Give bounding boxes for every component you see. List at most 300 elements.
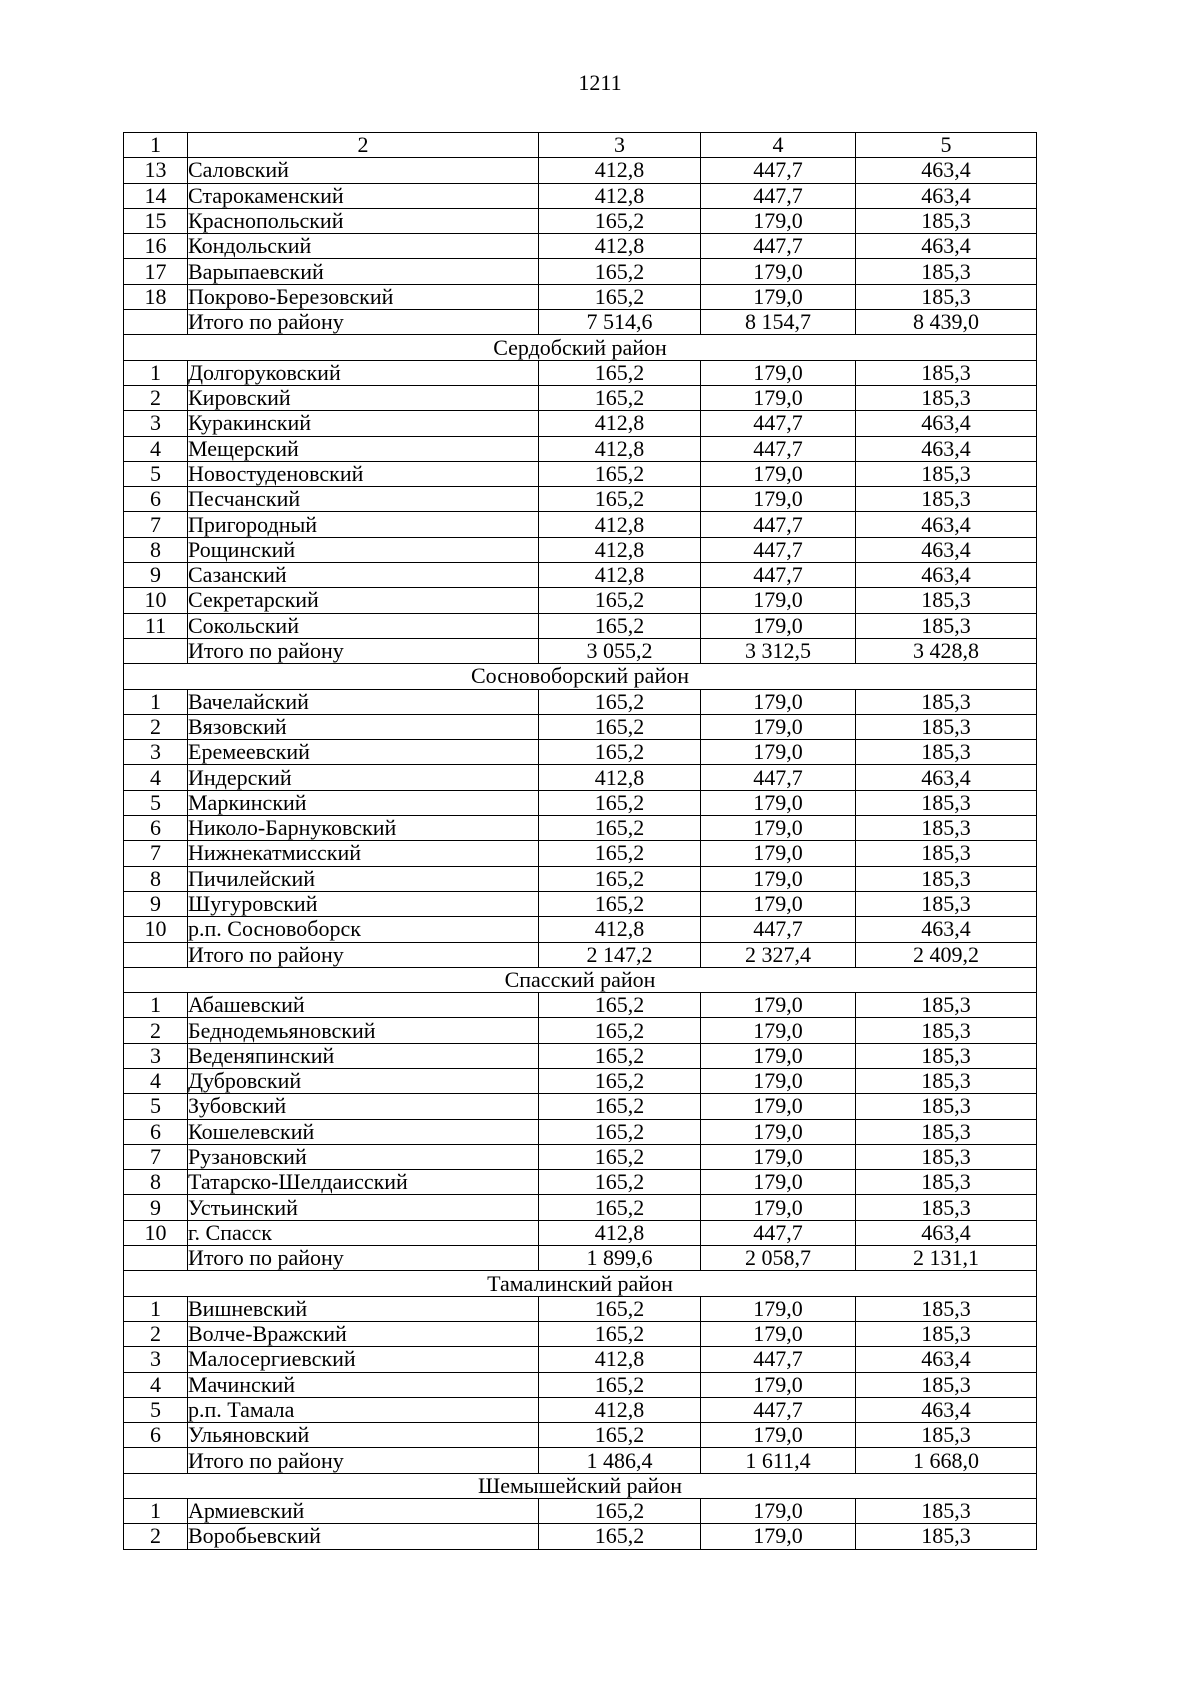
settlement-name: Беднодемьяновский xyxy=(188,1018,539,1043)
value-col-5: 185,3 xyxy=(856,891,1037,916)
value-col-3: 165,2 xyxy=(539,1296,701,1321)
settlement-name: Вишневский xyxy=(188,1296,539,1321)
value-col-5: 185,3 xyxy=(856,1499,1037,1524)
value-col-4: 179,0 xyxy=(701,613,856,638)
settlement-name: Нижнекатмисский xyxy=(188,841,539,866)
value-col-3: 412,8 xyxy=(539,512,701,537)
total-row xyxy=(124,1246,1037,1271)
value-col-3: 165,2 xyxy=(539,1372,701,1397)
section-row xyxy=(124,1271,1037,1296)
value-col-5: 185,3 xyxy=(856,385,1037,410)
value-col-3: 165,2 xyxy=(539,1321,701,1346)
settlement-name: Итого по району xyxy=(188,1448,539,1473)
value-col-5: 185,3 xyxy=(856,208,1037,233)
table-row xyxy=(124,259,1037,284)
header-col-3: 3 xyxy=(539,133,701,158)
row-number: 4 xyxy=(124,1068,188,1093)
row-number: 9 xyxy=(124,563,188,588)
value-col-5: 185,3 xyxy=(856,259,1037,284)
row-number: 2 xyxy=(124,385,188,410)
table-row xyxy=(124,866,1037,891)
table-row xyxy=(124,1347,1037,1372)
table-row xyxy=(124,537,1037,562)
table-row xyxy=(124,714,1037,739)
value-col-4: 179,0 xyxy=(701,284,856,309)
value-col-5: 185,3 xyxy=(856,714,1037,739)
value-col-3: 412,8 xyxy=(539,563,701,588)
value-col-4: 179,0 xyxy=(701,1144,856,1169)
row-number: 8 xyxy=(124,1170,188,1195)
settlement-name: Еремеевский xyxy=(188,740,539,765)
settlement-name: Вязовский xyxy=(188,714,539,739)
table-row xyxy=(124,487,1037,512)
table-row xyxy=(124,1119,1037,1144)
value-col-4: 179,0 xyxy=(701,1499,856,1524)
settlement-name: Зубовский xyxy=(188,1094,539,1119)
table-row xyxy=(124,1018,1037,1043)
row-number: 10 xyxy=(124,588,188,613)
value-col-5: 463,4 xyxy=(856,183,1037,208)
value-col-4: 447,7 xyxy=(701,537,856,562)
settlement-name: Индерский xyxy=(188,765,539,790)
value-col-3: 165,2 xyxy=(539,1170,701,1195)
value-col-3: 7 514,6 xyxy=(539,310,701,335)
settlement-name: Варыпаевский xyxy=(188,259,539,284)
value-col-5: 3 428,8 xyxy=(856,638,1037,663)
settlement-name: Малосергиевский xyxy=(188,1347,539,1372)
value-col-5: 463,4 xyxy=(856,512,1037,537)
table-row xyxy=(124,1094,1037,1119)
value-col-5: 185,3 xyxy=(856,1094,1037,1119)
settlement-name: Краснопольский xyxy=(188,208,539,233)
table-row xyxy=(124,1423,1037,1448)
row-number: 8 xyxy=(124,537,188,562)
row-number: 13 xyxy=(124,158,188,183)
value-col-3: 412,8 xyxy=(539,158,701,183)
table-row xyxy=(124,1372,1037,1397)
value-col-3: 412,8 xyxy=(539,183,701,208)
row-number: 14 xyxy=(124,183,188,208)
table-row xyxy=(124,1499,1037,1524)
header-col-4: 4 xyxy=(701,133,856,158)
settlement-name: г. Спасск xyxy=(188,1220,539,1245)
value-col-5: 185,3 xyxy=(856,1018,1037,1043)
value-col-5: 463,4 xyxy=(856,1220,1037,1245)
value-col-4: 179,0 xyxy=(701,360,856,385)
row-number: 11 xyxy=(124,613,188,638)
settlement-name: Кировский xyxy=(188,385,539,410)
row-number xyxy=(124,310,188,335)
value-col-4: 179,0 xyxy=(701,1296,856,1321)
value-col-4: 179,0 xyxy=(701,1372,856,1397)
value-col-4: 447,7 xyxy=(701,1397,856,1422)
table-row xyxy=(124,841,1037,866)
value-col-5: 185,3 xyxy=(856,1321,1037,1346)
value-col-5: 185,3 xyxy=(856,284,1037,309)
value-col-5: 185,3 xyxy=(856,360,1037,385)
settlement-name: Саловский xyxy=(188,158,539,183)
settlement-name: Армиевский xyxy=(188,1499,539,1524)
value-col-3: 2 147,2 xyxy=(539,942,701,967)
row-number: 4 xyxy=(124,765,188,790)
table-row xyxy=(124,563,1037,588)
value-col-4: 447,7 xyxy=(701,1347,856,1372)
value-col-4: 179,0 xyxy=(701,461,856,486)
row-number: 2 xyxy=(124,1018,188,1043)
row-number: 7 xyxy=(124,1144,188,1169)
value-col-4: 2 327,4 xyxy=(701,942,856,967)
value-col-4: 179,0 xyxy=(701,259,856,284)
value-col-5: 185,3 xyxy=(856,1068,1037,1093)
value-col-4: 447,7 xyxy=(701,1220,856,1245)
total-row xyxy=(124,310,1037,335)
value-col-4: 179,0 xyxy=(701,866,856,891)
row-number xyxy=(124,638,188,663)
value-col-5: 463,4 xyxy=(856,234,1037,259)
row-number: 16 xyxy=(124,234,188,259)
value-col-5: 463,4 xyxy=(856,411,1037,436)
settlement-name: р.п. Сосновоборск xyxy=(188,917,539,942)
value-col-3: 165,2 xyxy=(539,461,701,486)
settlement-name: Новостуденовский xyxy=(188,461,539,486)
value-col-4: 447,7 xyxy=(701,436,856,461)
table-row xyxy=(124,1170,1037,1195)
table-row xyxy=(124,765,1037,790)
row-number: 1 xyxy=(124,1499,188,1524)
value-col-3: 165,2 xyxy=(539,740,701,765)
value-col-5: 185,3 xyxy=(856,461,1037,486)
section-title: Шемышейский район xyxy=(124,1473,1037,1498)
value-col-4: 179,0 xyxy=(701,714,856,739)
table-row xyxy=(124,917,1037,942)
value-col-3: 165,2 xyxy=(539,588,701,613)
value-col-3: 165,2 xyxy=(539,1068,701,1093)
value-col-4: 179,0 xyxy=(701,816,856,841)
settlement-name: Пригородный xyxy=(188,512,539,537)
header-col-1: 1 xyxy=(124,133,188,158)
settlement-name: Итого по району xyxy=(188,1246,539,1271)
settlement-name: Устьинский xyxy=(188,1195,539,1220)
value-col-4: 179,0 xyxy=(701,841,856,866)
value-col-4: 447,7 xyxy=(701,563,856,588)
value-col-3: 165,2 xyxy=(539,714,701,739)
settlement-name: Шугуровский xyxy=(188,891,539,916)
value-col-5: 1 668,0 xyxy=(856,1448,1037,1473)
value-col-5: 185,3 xyxy=(856,740,1037,765)
value-col-5: 8 439,0 xyxy=(856,310,1037,335)
value-col-5: 185,3 xyxy=(856,866,1037,891)
value-col-3: 165,2 xyxy=(539,891,701,916)
row-number: 6 xyxy=(124,487,188,512)
value-col-4: 447,7 xyxy=(701,183,856,208)
settlement-name: Вачелайский xyxy=(188,689,539,714)
value-col-4: 447,7 xyxy=(701,512,856,537)
table-row xyxy=(124,816,1037,841)
value-col-3: 412,8 xyxy=(539,1220,701,1245)
value-col-5: 185,3 xyxy=(856,1423,1037,1448)
value-col-4: 447,7 xyxy=(701,411,856,436)
value-col-5: 2 409,2 xyxy=(856,942,1037,967)
value-col-3: 412,8 xyxy=(539,411,701,436)
settlement-name: Рузановский xyxy=(188,1144,539,1169)
row-number: 5 xyxy=(124,790,188,815)
value-col-4: 179,0 xyxy=(701,588,856,613)
value-col-3: 165,2 xyxy=(539,487,701,512)
value-col-3: 165,2 xyxy=(539,866,701,891)
settlement-name: Итого по району xyxy=(188,310,539,335)
row-number: 6 xyxy=(124,816,188,841)
header-col-2: 2 xyxy=(188,133,539,158)
table-row xyxy=(124,1195,1037,1220)
settlement-name: Волче-Вражский xyxy=(188,1321,539,1346)
value-col-4: 179,0 xyxy=(701,993,856,1018)
settlement-name: Секретарский xyxy=(188,588,539,613)
value-col-3: 165,2 xyxy=(539,1119,701,1144)
value-col-4: 179,0 xyxy=(701,1043,856,1068)
value-col-3: 412,8 xyxy=(539,765,701,790)
row-number: 5 xyxy=(124,1094,188,1119)
value-col-3: 165,2 xyxy=(539,1144,701,1169)
settlement-name: Долгоруковский xyxy=(188,360,539,385)
settlement-name: Итого по району xyxy=(188,638,539,663)
table-row xyxy=(124,1220,1037,1245)
row-number: 7 xyxy=(124,512,188,537)
value-col-5: 463,4 xyxy=(856,1347,1037,1372)
value-col-5: 185,3 xyxy=(856,613,1037,638)
value-col-4: 179,0 xyxy=(701,1170,856,1195)
row-number: 15 xyxy=(124,208,188,233)
row-number: 9 xyxy=(124,1195,188,1220)
value-col-4: 179,0 xyxy=(701,891,856,916)
row-number: 3 xyxy=(124,740,188,765)
settlement-name: Николо-Барнуковский xyxy=(188,816,539,841)
table-row xyxy=(124,284,1037,309)
value-col-4: 447,7 xyxy=(701,765,856,790)
value-col-4: 179,0 xyxy=(701,1119,856,1144)
value-col-4: 179,0 xyxy=(701,1321,856,1346)
value-col-4: 8 154,7 xyxy=(701,310,856,335)
value-col-5: 185,3 xyxy=(856,1170,1037,1195)
table-body xyxy=(124,158,1037,1549)
table-row xyxy=(124,1296,1037,1321)
row-number xyxy=(124,1246,188,1271)
value-col-4: 447,7 xyxy=(701,158,856,183)
table-row xyxy=(124,1144,1037,1169)
value-col-5: 463,4 xyxy=(856,917,1037,942)
value-col-4: 179,0 xyxy=(701,1524,856,1549)
value-col-4: 179,0 xyxy=(701,1423,856,1448)
settlement-name: Дубровский xyxy=(188,1068,539,1093)
value-col-3: 165,2 xyxy=(539,1018,701,1043)
table-row xyxy=(124,208,1037,233)
value-col-5: 2 131,1 xyxy=(856,1246,1037,1271)
value-col-5: 463,4 xyxy=(856,563,1037,588)
table-row xyxy=(124,436,1037,461)
value-col-3: 165,2 xyxy=(539,993,701,1018)
settlement-name: Кондольский xyxy=(188,234,539,259)
row-number: 10 xyxy=(124,917,188,942)
section-title: Спасский район xyxy=(124,967,1037,992)
value-col-3: 165,2 xyxy=(539,841,701,866)
settlement-name: Абашевский xyxy=(188,993,539,1018)
value-col-5: 185,3 xyxy=(856,841,1037,866)
value-col-4: 179,0 xyxy=(701,689,856,714)
settlement-name: Песчанский xyxy=(188,487,539,512)
section-row xyxy=(124,335,1037,360)
settlement-name: Татарско-Шелдаисский xyxy=(188,1170,539,1195)
section-title: Сосновоборский район xyxy=(124,664,1037,689)
row-number: 2 xyxy=(124,1321,188,1346)
settlement-name: Маркинский xyxy=(188,790,539,815)
row-number: 9 xyxy=(124,891,188,916)
value-col-5: 185,3 xyxy=(856,1043,1037,1068)
settlement-name: Покрово-Березовский xyxy=(188,284,539,309)
row-number: 2 xyxy=(124,714,188,739)
table-row xyxy=(124,689,1037,714)
value-col-3: 412,8 xyxy=(539,234,701,259)
row-number: 1 xyxy=(124,993,188,1018)
row-number: 5 xyxy=(124,1397,188,1422)
header-col-5: 5 xyxy=(856,133,1037,158)
table-row xyxy=(124,740,1037,765)
settlement-name: Пичилейский xyxy=(188,866,539,891)
value-col-5: 185,3 xyxy=(856,1144,1037,1169)
settlement-name: Кошелевский xyxy=(188,1119,539,1144)
settlement-name: Сазанский xyxy=(188,563,539,588)
row-number: 17 xyxy=(124,259,188,284)
table-row xyxy=(124,1043,1037,1068)
value-col-3: 165,2 xyxy=(539,1499,701,1524)
section-row xyxy=(124,967,1037,992)
table-row xyxy=(124,234,1037,259)
row-number: 4 xyxy=(124,1372,188,1397)
value-col-3: 165,2 xyxy=(539,1094,701,1119)
section-row xyxy=(124,1473,1037,1498)
table-row xyxy=(124,183,1037,208)
value-col-4: 179,0 xyxy=(701,1195,856,1220)
value-col-5: 185,3 xyxy=(856,689,1037,714)
row-number: 8 xyxy=(124,866,188,891)
row-number xyxy=(124,1448,188,1473)
value-col-5: 185,3 xyxy=(856,588,1037,613)
value-col-4: 179,0 xyxy=(701,790,856,815)
total-row xyxy=(124,942,1037,967)
settlement-name: Мачинский xyxy=(188,1372,539,1397)
section-row xyxy=(124,664,1037,689)
row-number: 1 xyxy=(124,360,188,385)
value-col-3: 412,8 xyxy=(539,1397,701,1422)
value-col-3: 165,2 xyxy=(539,613,701,638)
value-col-4: 179,0 xyxy=(701,1094,856,1119)
value-col-3: 165,2 xyxy=(539,1423,701,1448)
total-row xyxy=(124,638,1037,663)
value-col-4: 1 611,4 xyxy=(701,1448,856,1473)
section-title: Сердобский район xyxy=(124,335,1037,360)
row-number: 18 xyxy=(124,284,188,309)
value-col-5: 463,4 xyxy=(856,436,1037,461)
value-col-3: 165,2 xyxy=(539,284,701,309)
value-col-5: 185,3 xyxy=(856,1119,1037,1144)
settlement-name: Сокольский xyxy=(188,613,539,638)
settlement-name: Рощинский xyxy=(188,537,539,562)
value-col-4: 3 312,5 xyxy=(701,638,856,663)
table-row xyxy=(124,1524,1037,1549)
value-col-5: 185,3 xyxy=(856,790,1037,815)
value-col-3: 412,8 xyxy=(539,1347,701,1372)
table-row xyxy=(124,360,1037,385)
value-col-5: 185,3 xyxy=(856,1372,1037,1397)
row-number xyxy=(124,942,188,967)
value-col-5: 463,4 xyxy=(856,765,1037,790)
value-col-3: 165,2 xyxy=(539,1195,701,1220)
table-row xyxy=(124,613,1037,638)
table-row xyxy=(124,411,1037,436)
value-col-3: 165,2 xyxy=(539,790,701,815)
value-col-3: 165,2 xyxy=(539,689,701,714)
settlement-name: Куракинский xyxy=(188,411,539,436)
row-number: 7 xyxy=(124,841,188,866)
settlement-name: Ульяновский xyxy=(188,1423,539,1448)
table-row xyxy=(124,1068,1037,1093)
data-table xyxy=(123,132,1037,1550)
value-col-3: 165,2 xyxy=(539,1043,701,1068)
row-number: 2 xyxy=(124,1524,188,1549)
settlement-name: р.п. Тамала xyxy=(188,1397,539,1422)
row-number: 3 xyxy=(124,1043,188,1068)
value-col-4: 179,0 xyxy=(701,740,856,765)
value-col-5: 463,4 xyxy=(856,158,1037,183)
value-col-3: 165,2 xyxy=(539,259,701,284)
value-col-5: 185,3 xyxy=(856,816,1037,841)
table-row xyxy=(124,588,1037,613)
settlement-name: Воробьевский xyxy=(188,1524,539,1549)
value-col-5: 185,3 xyxy=(856,1195,1037,1220)
table-row xyxy=(124,385,1037,410)
row-number: 3 xyxy=(124,411,188,436)
table-row xyxy=(124,993,1037,1018)
section-title: Тамалинский район xyxy=(124,1271,1037,1296)
value-col-4: 447,7 xyxy=(701,917,856,942)
value-col-4: 179,0 xyxy=(701,1068,856,1093)
value-col-3: 165,2 xyxy=(539,208,701,233)
value-col-3: 3 055,2 xyxy=(539,638,701,663)
table-row xyxy=(124,891,1037,916)
total-row xyxy=(124,1448,1037,1473)
row-number: 1 xyxy=(124,1296,188,1321)
value-col-3: 165,2 xyxy=(539,1524,701,1549)
table-row xyxy=(124,1397,1037,1422)
table-row xyxy=(124,790,1037,815)
value-col-5: 185,3 xyxy=(856,487,1037,512)
value-col-3: 1 486,4 xyxy=(539,1448,701,1473)
value-col-4: 179,0 xyxy=(701,208,856,233)
settlement-name: Веденяпинский xyxy=(188,1043,539,1068)
row-number: 1 xyxy=(124,689,188,714)
table-row xyxy=(124,512,1037,537)
value-col-4: 447,7 xyxy=(701,234,856,259)
value-col-4: 179,0 xyxy=(701,487,856,512)
value-col-3: 1 899,6 xyxy=(539,1246,701,1271)
value-col-4: 179,0 xyxy=(701,1018,856,1043)
table-row xyxy=(124,1321,1037,1346)
value-col-5: 463,4 xyxy=(856,537,1037,562)
value-col-3: 412,8 xyxy=(539,537,701,562)
header-row xyxy=(124,133,1037,158)
value-col-3: 412,8 xyxy=(539,917,701,942)
settlement-name: Мещерский xyxy=(188,436,539,461)
settlement-name: Старокаменский xyxy=(188,183,539,208)
page-number: 1211 xyxy=(578,70,622,95)
